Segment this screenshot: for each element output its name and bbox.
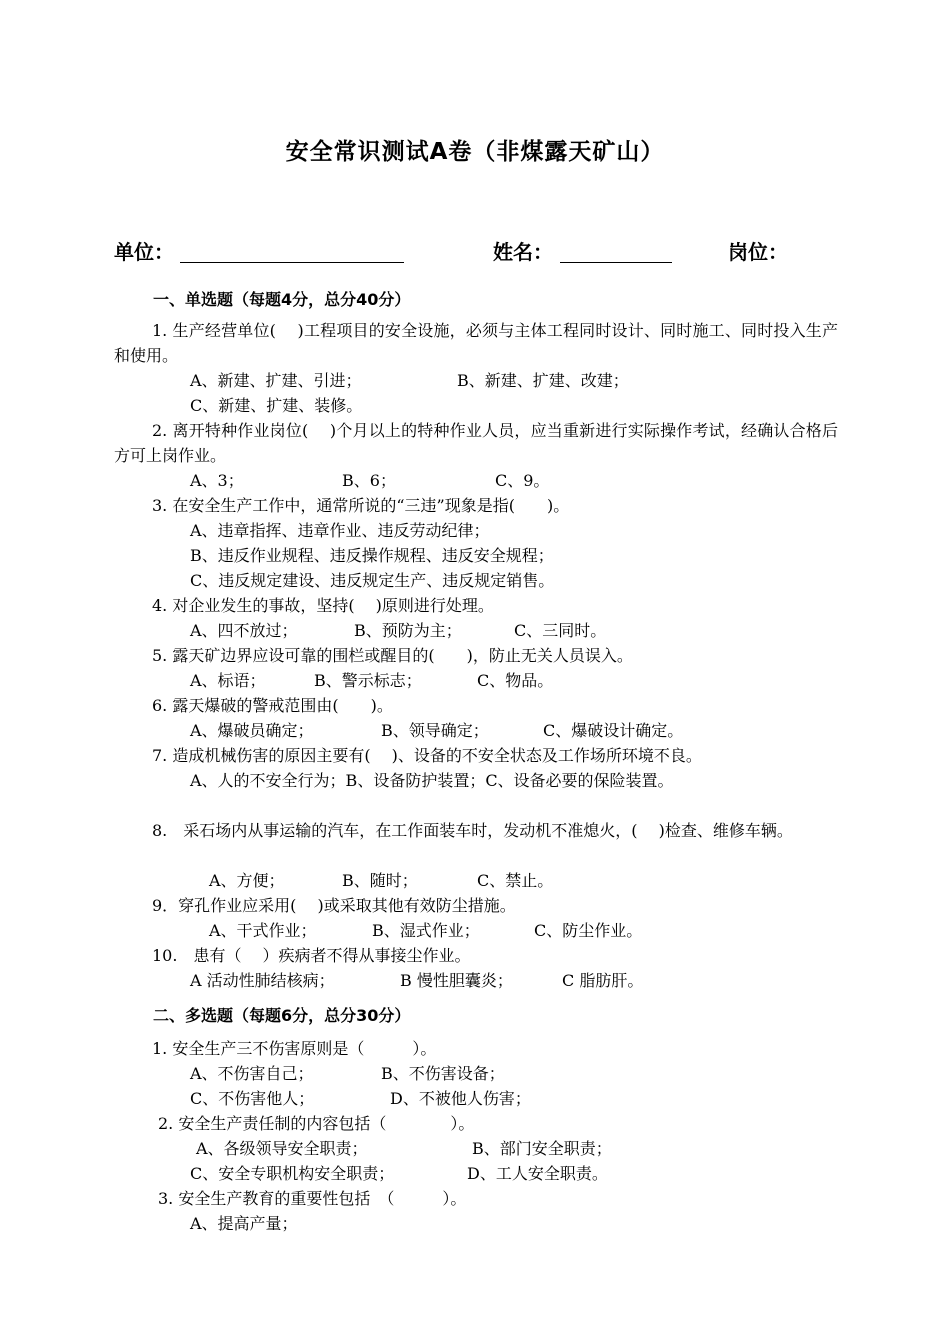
option: A、四不放过； xyxy=(190,621,298,640)
option: C、禁止。 xyxy=(477,871,554,890)
option: B 慢性胆囊炎； xyxy=(400,971,513,990)
option: B、新建、扩建、改建； xyxy=(457,371,629,390)
option: C、新建、扩建、装修。 xyxy=(190,396,363,415)
header-fields xyxy=(114,236,934,270)
option: B、湿式作业； xyxy=(372,921,480,940)
question-1-3: 3. 在安全生产工作中，通常所说的“三违”现象是指( )。 xyxy=(152,496,570,515)
section-heading-single-choice: 一、单选题（每题4分，总分40分） xyxy=(153,290,411,309)
question-2-2: 2. 安全生产责任制的内容包括（ ）。 xyxy=(158,1114,475,1133)
unit-line[interactable] xyxy=(180,262,404,263)
option: C、9。 xyxy=(495,471,550,490)
name-line[interactable] xyxy=(560,262,672,263)
option: C、安全专职机构安全职责； xyxy=(190,1164,395,1183)
option: A、3； xyxy=(190,471,244,490)
option: C、不伤害他人； xyxy=(190,1089,315,1108)
question-1-7: 7. 造成机械伤害的原因主要有( )、设备的不安全状态及工作场所环境不良。 xyxy=(152,746,702,765)
option: B、违反作业规程、违反操作规程、违反安全规程； xyxy=(190,546,554,565)
option: A、爆破员确定； xyxy=(190,721,314,740)
post-label: 岗位： xyxy=(728,240,788,264)
option: C、防尘作业。 xyxy=(534,921,643,940)
option: A、人的不安全行为；B、设备防护装置；C、设备必要的保险装置。 xyxy=(190,771,674,790)
option: C、物品。 xyxy=(477,671,554,690)
question-2-3: 3. 安全生产教育的重要性包括 （ ）。 xyxy=(158,1189,467,1208)
question-1-2: 2. 离开特种作业岗位( )个月以上的特种作业人员，应当重新进行实际操作考试，经确认合格后方可上岗作业。 xyxy=(114,421,838,465)
option: B、预防为主； xyxy=(354,621,462,640)
option: A、违章指挥、违章作业、违反劳动纪律； xyxy=(190,521,490,540)
option: C 脂肪肝。 xyxy=(562,971,644,990)
option: A、方便； xyxy=(209,871,285,890)
question-1-8: 8. 采石场内从事运输的汽车，在工作面装车时，发动机不准熄火，( )检查、维修车辆。 xyxy=(152,821,793,840)
option: B、不伤害设备； xyxy=(381,1064,505,1083)
name-label: 姓名： xyxy=(493,240,553,264)
question-1-5: 5. 露天矿边界应设可靠的围栏或醒目的( )，防止无关人员误入。 xyxy=(152,646,633,665)
option: D、不被他人伤害； xyxy=(390,1089,531,1108)
option: A 活动性肺结核病； xyxy=(190,971,335,990)
option: C、爆破设计确定。 xyxy=(543,721,684,740)
option: D、工人安全职责。 xyxy=(467,1164,608,1183)
option: B、部门安全职责； xyxy=(472,1139,612,1158)
option: A、各级领导安全职责； xyxy=(196,1139,368,1158)
unit-label: 单位： xyxy=(114,240,174,264)
option: A、新建、扩建、引进； xyxy=(190,371,362,390)
option: A、不伤害自己； xyxy=(190,1064,314,1083)
option: A、标语； xyxy=(190,671,266,690)
question-1-6: 6. 露天爆破的警戒范围由( )。 xyxy=(152,696,393,715)
page-title: 安全常识测试A卷（非煤露天矿山） xyxy=(285,139,665,165)
option: B、警示标志； xyxy=(314,671,422,690)
question-2-1: 1. 安全生产三不伤害原则是（ ）。 xyxy=(152,1039,437,1058)
question-1-4: 4. 对企业发生的事故，坚持( )原则进行处理。 xyxy=(152,596,494,615)
question-1-10: 10. 患有（ ）疾病者不得从事接尘作业。 xyxy=(152,946,471,965)
section-heading-multiple-choice: 二、多选题（每题6分，总分30分） xyxy=(153,1006,411,1025)
option: A、干式作业； xyxy=(209,921,317,940)
option: C、违反规定建设、违反规定生产、违反规定销售。 xyxy=(190,571,555,590)
option: B、6； xyxy=(342,471,396,490)
option: B、领导确定； xyxy=(381,721,489,740)
question-1-9: 9．穿孔作业应采用( )或采取其他有效防尘措施。 xyxy=(152,896,516,915)
option: A、提高产量； xyxy=(190,1214,298,1233)
option: C、三同时。 xyxy=(514,621,607,640)
question-1-1: 1. 生产经营单位( )工程项目的安全设施，必须与主体工程同时设计、同时施工、同时投入生产和使用。 xyxy=(114,321,838,365)
option: B、随时； xyxy=(342,871,418,890)
